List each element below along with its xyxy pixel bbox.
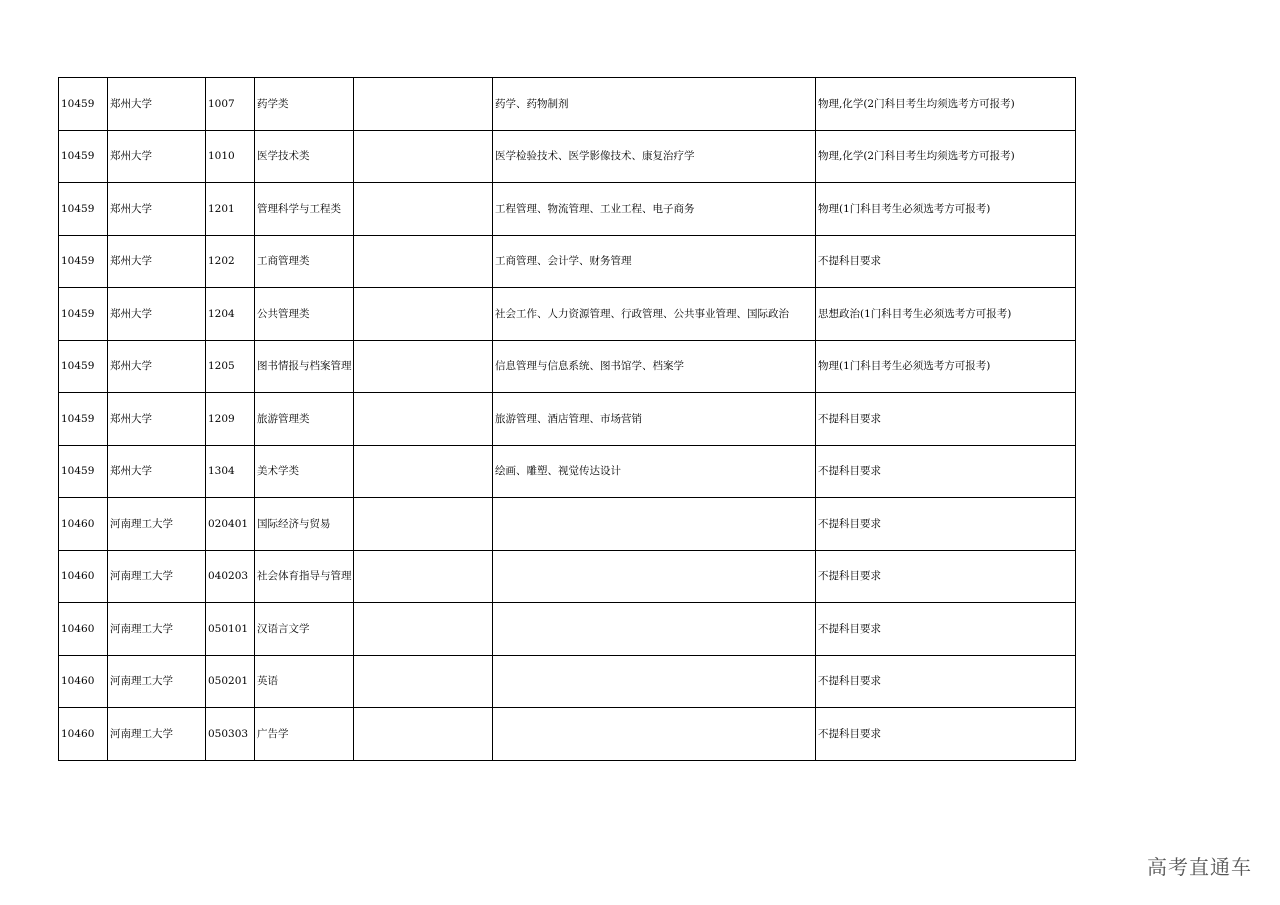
major-name-cell: 工商管理类: [255, 235, 354, 288]
included-majors-cell: 药学、药物制剂: [493, 78, 816, 131]
table-row: [59, 393, 1076, 446]
note-cell: [354, 288, 493, 341]
subject-requirement-cell: 不提科目要求: [816, 235, 1076, 288]
major-name-cell: 图书情报与档案管理: [255, 340, 354, 393]
school-name-cell: 郑州大学: [108, 288, 206, 341]
school-name-cell: 河南理工大学: [108, 550, 206, 603]
note-cell: [354, 340, 493, 393]
table-row: [59, 498, 1076, 551]
school-name-cell: 河南理工大学: [108, 498, 206, 551]
major-name-cell: 药学类: [255, 78, 354, 131]
table-row: [59, 288, 1076, 341]
included-majors-cell: 社会工作、人力资源管理、行政管理、公共事业管理、国际政治: [493, 288, 816, 341]
school-name-cell: 河南理工大学: [108, 655, 206, 708]
school-name-cell: 郑州大学: [108, 130, 206, 183]
major-code-cell: 050303: [206, 708, 255, 761]
major-name-cell: 旅游管理类: [255, 393, 354, 446]
school-name-cell: 郑州大学: [108, 78, 206, 131]
included-majors-cell: [493, 708, 816, 761]
school-code-cell: 10459: [59, 445, 108, 498]
school-name-cell: 郑州大学: [108, 235, 206, 288]
note-cell: [354, 603, 493, 656]
table-row: [59, 445, 1076, 498]
table-row: [59, 550, 1076, 603]
school-code-cell: 10459: [59, 130, 108, 183]
included-majors-cell: 医学检验技术、医学影像技术、康复治疗学: [493, 130, 816, 183]
major-name-cell: 国际经济与贸易: [255, 498, 354, 551]
major-name-cell: 社会体育指导与管理: [255, 550, 354, 603]
subject-requirement-cell: 不提科目要求: [816, 603, 1076, 656]
table-row: [59, 183, 1076, 236]
table-row: [59, 130, 1076, 183]
major-code-cell: 050201: [206, 655, 255, 708]
included-majors-cell: 信息管理与信息系统、图书馆学、档案学: [493, 340, 816, 393]
major-code-cell: 1205: [206, 340, 255, 393]
note-cell: [354, 708, 493, 761]
table-body: [59, 78, 1076, 761]
major-code-cell: 050101: [206, 603, 255, 656]
major-name-cell: 广告学: [255, 708, 354, 761]
included-majors-cell: 绘画、雕塑、视觉传达设计: [493, 445, 816, 498]
included-majors-cell: [493, 655, 816, 708]
school-name-cell: 河南理工大学: [108, 603, 206, 656]
school-code-cell: 10459: [59, 393, 108, 446]
school-code-cell: 10460: [59, 708, 108, 761]
school-code-cell: 10459: [59, 183, 108, 236]
school-code-cell: 10460: [59, 498, 108, 551]
subject-requirement-cell: 不提科目要求: [816, 655, 1076, 708]
note-cell: [354, 183, 493, 236]
major-name-cell: 汉语言文学: [255, 603, 354, 656]
major-code-cell: 1304: [206, 445, 255, 498]
subject-requirement-cell: 物理,化学(2门科目考生均须选考方可报考): [816, 130, 1076, 183]
major-code-cell: 020401: [206, 498, 255, 551]
included-majors-cell: [493, 603, 816, 656]
note-cell: [354, 78, 493, 131]
subject-requirements-table: [58, 77, 1076, 761]
table-row: [59, 235, 1076, 288]
major-code-cell: 1209: [206, 393, 255, 446]
included-majors-cell: 工商管理、会计学、财务管理: [493, 235, 816, 288]
included-majors-cell: 工程管理、物流管理、工业工程、电子商务: [493, 183, 816, 236]
school-code-cell: 10459: [59, 340, 108, 393]
major-name-cell: 管理科学与工程类: [255, 183, 354, 236]
subject-requirement-cell: 不提科目要求: [816, 550, 1076, 603]
included-majors-cell: [493, 498, 816, 551]
subject-requirement-cell: 物理(1门科目考生必须选考方可报考): [816, 183, 1076, 236]
note-cell: [354, 235, 493, 288]
table-row: [59, 708, 1076, 761]
note-cell: [354, 655, 493, 708]
school-code-cell: 10460: [59, 603, 108, 656]
subject-requirement-cell: 不提科目要求: [816, 393, 1076, 446]
major-code-cell: 1202: [206, 235, 255, 288]
school-name-cell: 河南理工大学: [108, 708, 206, 761]
major-name-cell: 公共管理类: [255, 288, 354, 341]
table-row: [59, 603, 1076, 656]
watermark-text: 高考直通车: [1147, 855, 1252, 879]
major-name-cell: 医学技术类: [255, 130, 354, 183]
school-code-cell: 10459: [59, 288, 108, 341]
note-cell: [354, 445, 493, 498]
major-code-cell: 040203: [206, 550, 255, 603]
subject-requirement-cell: 物理,化学(2门科目考生均须选考方可报考): [816, 78, 1076, 131]
school-code-cell: 10460: [59, 550, 108, 603]
subject-requirement-cell: 思想政治(1门科目考生必须选考方可报考): [816, 288, 1076, 341]
table-row: [59, 655, 1076, 708]
table-row: [59, 340, 1076, 393]
subject-requirement-cell: 不提科目要求: [816, 498, 1076, 551]
major-code-cell: 1204: [206, 288, 255, 341]
major-code-cell: 1007: [206, 78, 255, 131]
major-name-cell: 英语: [255, 655, 354, 708]
included-majors-cell: [493, 550, 816, 603]
subject-requirement-cell: 不提科目要求: [816, 445, 1076, 498]
major-code-cell: 1201: [206, 183, 255, 236]
note-cell: [354, 130, 493, 183]
note-cell: [354, 550, 493, 603]
included-majors-cell: 旅游管理、酒店管理、市场营销: [493, 393, 816, 446]
school-code-cell: 10460: [59, 655, 108, 708]
table-row: [59, 78, 1076, 131]
school-name-cell: 郑州大学: [108, 393, 206, 446]
subject-requirement-cell: 不提科目要求: [816, 708, 1076, 761]
school-name-cell: 郑州大学: [108, 340, 206, 393]
major-code-cell: 1010: [206, 130, 255, 183]
school-name-cell: 郑州大学: [108, 183, 206, 236]
note-cell: [354, 393, 493, 446]
school-code-cell: 10459: [59, 78, 108, 131]
school-code-cell: 10459: [59, 235, 108, 288]
school-name-cell: 郑州大学: [108, 445, 206, 498]
subject-requirement-cell: 物理(1门科目考生必须选考方可报考): [816, 340, 1076, 393]
major-name-cell: 美术学类: [255, 445, 354, 498]
note-cell: [354, 498, 493, 551]
